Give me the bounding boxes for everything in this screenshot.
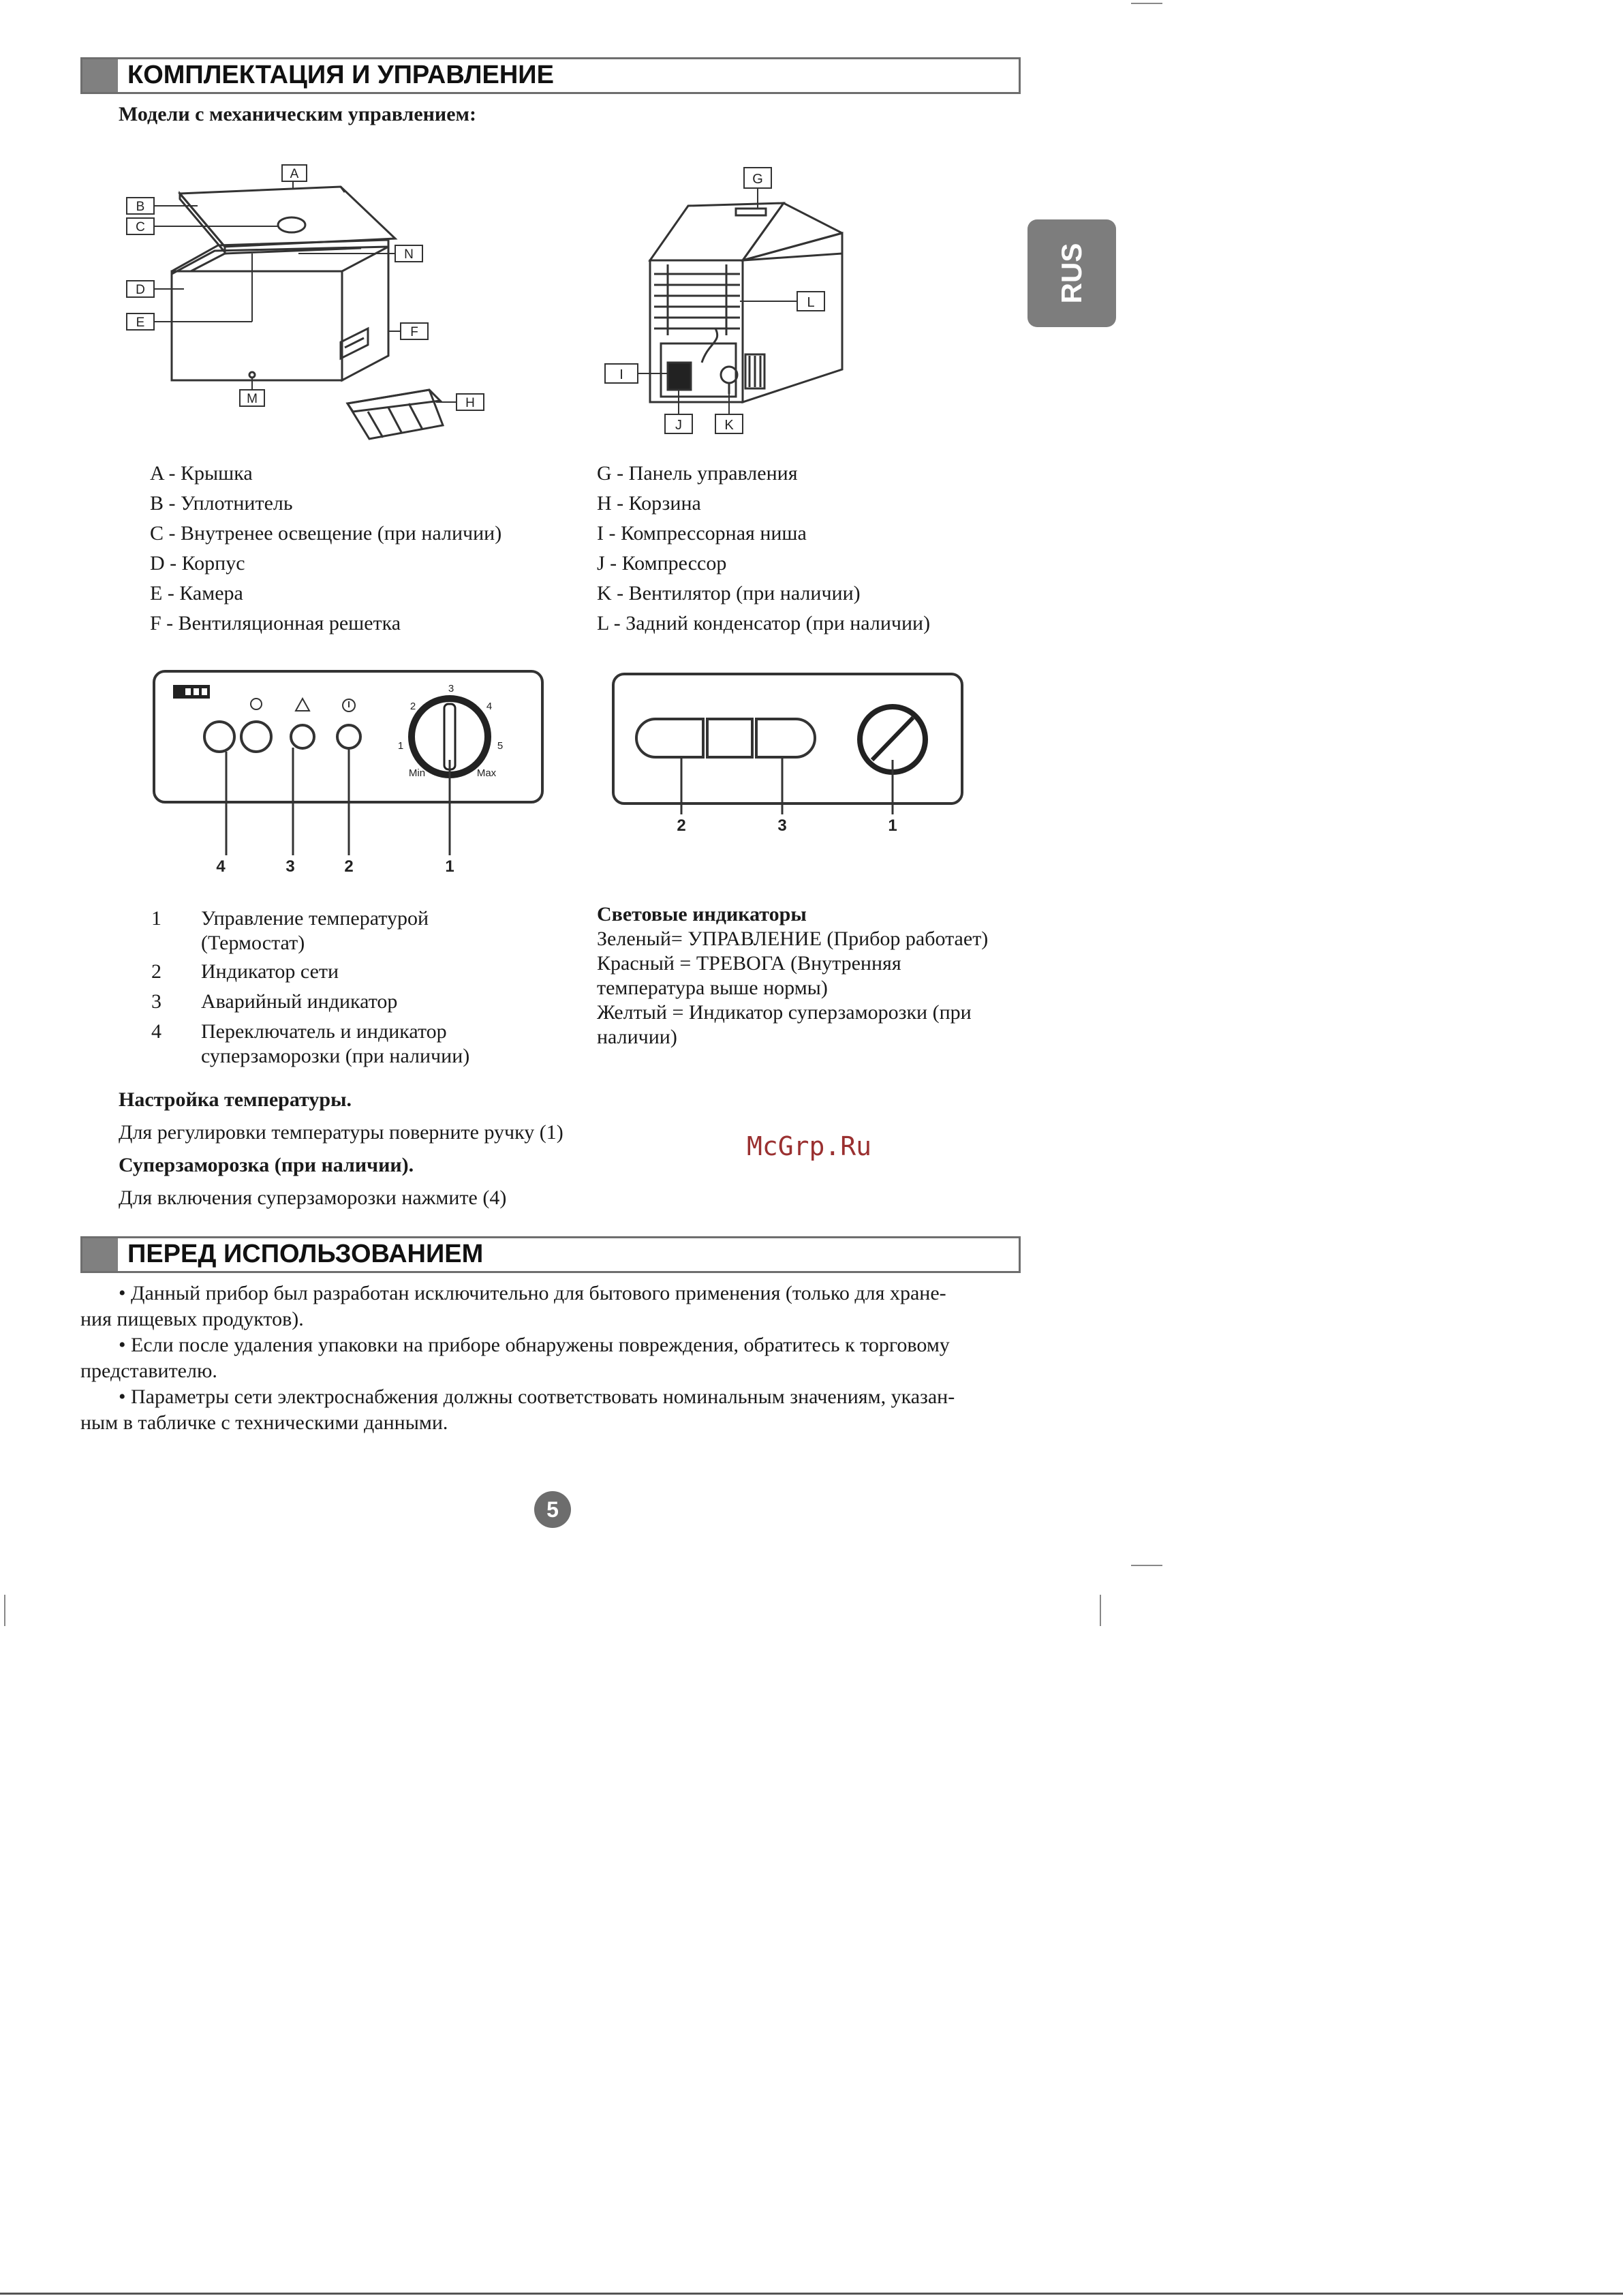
part-item: F - Вентиляционная решетка (150, 612, 401, 634)
crop-mark-top (1131, 3, 1162, 4)
subtitle: Модели с механическим управлением: (119, 103, 476, 125)
bullet-line: представителю. (80, 1360, 217, 1382)
label-L: L (807, 295, 815, 310)
control-panel-1 (150, 664, 552, 883)
crop-mark-right (1131, 1565, 1162, 1566)
label-K: K (724, 418, 734, 433)
control-text: Индикатор сети (201, 960, 339, 983)
temp-title: Настройка температуры. (119, 1088, 352, 1111)
label-M: M (247, 392, 258, 406)
page-number: 5 (546, 1497, 559, 1522)
watermark: McGrp.Ru (747, 1131, 872, 1161)
language-tab (1027, 219, 1116, 327)
label-F: F (410, 325, 418, 339)
part-item: H - Корзина (597, 492, 701, 515)
control-panel-2 (608, 664, 976, 842)
page-number-badge (534, 1491, 571, 1528)
part-item: K - Вентилятор (при наличии) (597, 582, 861, 604)
part-item: E - Камера (150, 582, 243, 604)
superfreeze-title: Суперзаморозка (при наличии). (119, 1154, 414, 1176)
label-A: A (290, 167, 299, 181)
control-text: Переключатель и индикатор (201, 1020, 447, 1043)
dial-mark-4: 4 (486, 701, 493, 712)
bullet-line: • Если после удаления упаковки на приборе обнаружены повреждения, обратитесь к торговому (119, 1334, 950, 1356)
dial-min-label: Min (408, 767, 426, 779)
part-item: B - Уплотнитель (150, 492, 293, 515)
label-C: C (136, 220, 145, 234)
control-num: 3 (151, 990, 161, 1013)
dial-mark-5: 5 (497, 740, 504, 752)
section-title: ПЕРЕД ИСПОЛЬЗОВАНИЕМ (127, 1240, 484, 1268)
dial-mark-2: 2 (409, 701, 416, 712)
control-num: 4 (151, 1020, 161, 1043)
part-item: I - Компрессорная ниша (597, 522, 807, 545)
section-header-block (82, 1238, 118, 1271)
dial-max-label: Max (476, 767, 497, 779)
label-B: B (136, 200, 145, 214)
callout-3: 3 (777, 816, 787, 835)
dial-mark-1: 1 (397, 740, 404, 752)
control-num: 1 (151, 907, 161, 930)
part-item: J - Компрессор (597, 552, 727, 575)
indicator-line: Желтый = Индикатор суперзаморозки (при (597, 1001, 972, 1024)
callout-2: 2 (677, 816, 686, 835)
temp-text: Для регулировки температуры поверните ручку (1) (119, 1121, 563, 1144)
bullet-line: ным в табличке с техническими данными. (80, 1411, 448, 1434)
label-J: J (675, 418, 682, 433)
control-text: (Термостат) (201, 932, 305, 954)
callout-1: 1 (888, 816, 897, 835)
section-title: КОМПЛЕКТАЦИЯ И УПРАВЛЕНИЕ (127, 61, 554, 89)
section-header-contents (80, 57, 1021, 94)
callout-1: 1 (445, 857, 454, 876)
indicator-line: Зеленый= УПРАВЛЕНИЕ (Прибор работает) (597, 928, 989, 950)
bullet-line: • Параметры сети электроснабжения должны соответствовать номинальным значениям, указан- (119, 1386, 955, 1408)
part-item: G - Панель управления (597, 462, 798, 485)
callout-3: 3 (285, 857, 295, 876)
control-num: 2 (151, 960, 161, 983)
crop-mark-left-bottom (4, 1595, 5, 1626)
control-text: Аварийный индикатор (201, 990, 398, 1013)
indicator-line: Красный = ТРЕВОГА (Внутренняя (597, 952, 901, 975)
label-N: N (404, 247, 414, 262)
part-item: D - Корпус (150, 552, 245, 575)
label-H: H (465, 396, 475, 410)
freezer-back-diagram (600, 158, 872, 458)
control-text: Управление температурой (201, 907, 429, 930)
bullet-line: ния пищевых продуктов). (80, 1308, 304, 1330)
callout-2: 2 (344, 857, 354, 876)
callout-4: 4 (216, 857, 226, 876)
language-tab-label: RUS (1055, 243, 1087, 304)
dial-mark-3: 3 (448, 683, 454, 694)
section-header-before-use (80, 1236, 1021, 1273)
control-text: суперзаморозки (при наличии) (201, 1045, 470, 1067)
label-E: E (136, 316, 145, 330)
label-I: I (619, 367, 623, 382)
indicator-line: наличии) (597, 1026, 677, 1048)
part-item: C - Внутренее освещение (при наличии) (150, 522, 502, 545)
part-item: A - Крышка (150, 462, 253, 485)
bottom-rule (0, 2293, 1623, 2295)
superfreeze-text: Для включения суперзаморозки нажмите (4) (119, 1187, 507, 1209)
bullet-line: • Данный прибор был разработан исключительно для бытового применения (только для хране- (119, 1282, 946, 1304)
part-item: L - Задний конденсатор (при наличии) (597, 612, 931, 634)
indicator-line: температура выше нормы) (597, 977, 828, 999)
label-G: G (752, 172, 763, 187)
label-D: D (136, 283, 145, 297)
freezer-diagram (116, 158, 497, 458)
indicators-title: Световые индикаторы (597, 903, 807, 925)
section-header-block (82, 59, 118, 92)
crop-mark-mid-bottom (1100, 1595, 1101, 1626)
